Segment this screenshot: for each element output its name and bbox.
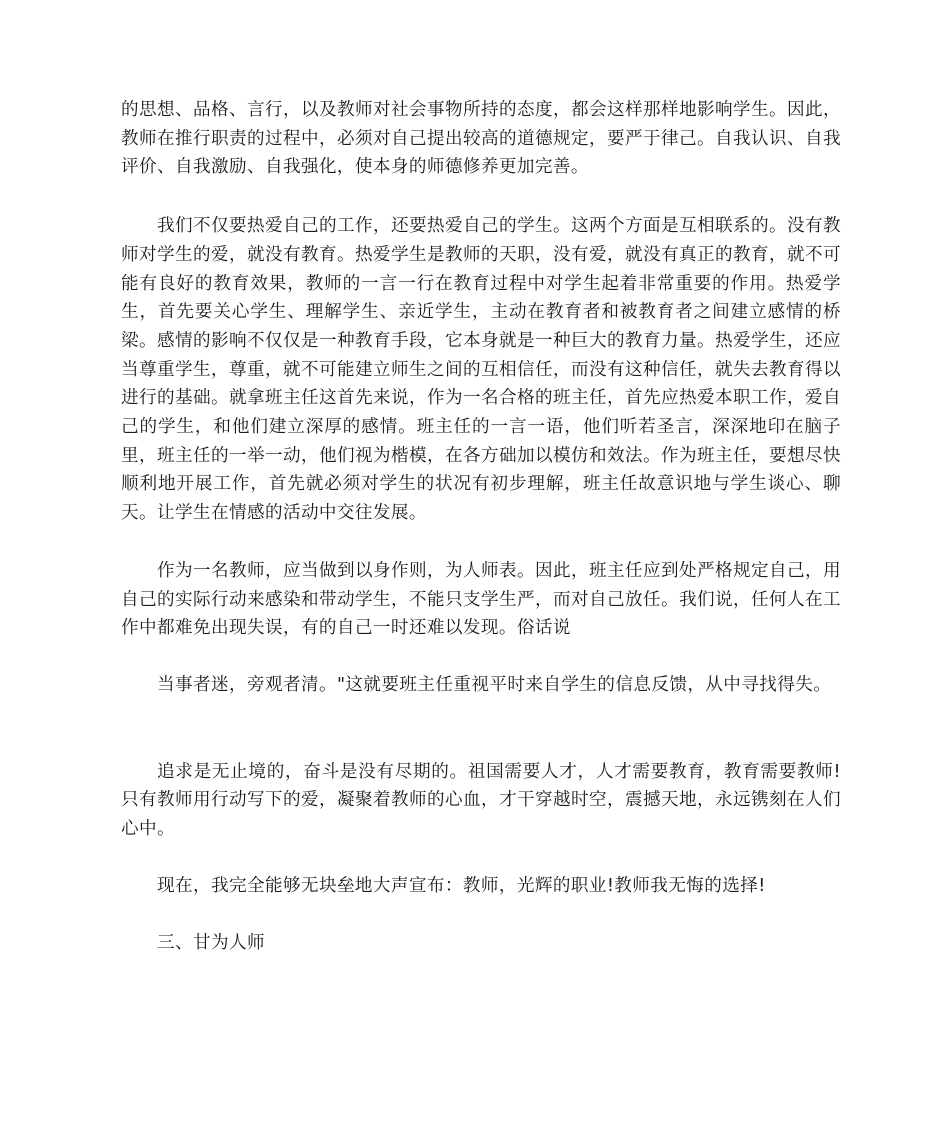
section-heading: 三、甘为人师 xyxy=(157,933,265,954)
paragraph-feedback: 当事者迷，旁观者清。"这就要班主任重视平时来自学生的信息反馈，从中寻找得失。 xyxy=(157,674,832,695)
document-page xyxy=(121,96,841,958)
paragraph-declaration: 现在，我完全能够无块垒地大声宣布：教师，光辉的职业!教师我无悔的选择! xyxy=(157,875,766,896)
paragraph-continued-ethics: 的思想、品格、言行，以及教师对社会事物所持的态度，都会这样那样地影响学生。因此，教师在推行职责的过程中，必须对自己提出较高的道德规定，要严于律己。自我认识、自我评价、自我激励、自我强化，使本身的师德修养更加完善。 xyxy=(121,100,841,178)
paragraph-lead-by-example: 作为一名教师，应当做到以身作则，为人师表。因此，班主任应到处严格规定自己，用自己的实际行动来感染和带动学生，不能只支学生严，而对自己放任。我们说，任何人在工作中都难免出现失误，有的自己一时还难以发现。俗话说 xyxy=(121,560,841,639)
paragraph-love-students: 我们不仅要热爱自己的工作，还要热爱自己的学生。这两个方面是互相联系的。没有教师对学生的爱，就没有教育。热爱学生是教师的天职，没有爱，就没有真正的教育，就不可能有良好的教育效果，教师的一言一行在教育过程中对学生起着非常重要的作用。热爱学生，首先要关心学生、理解学生、亲近学生，主动在教育者和被教育者之间建立感情的桥梁。感情的影响不仅仅是一种教育手段，它本身就是一种巨大的教育力量。热爱学生，还应当尊重学生，尊重，就不可能建立师生之间的互相信任，而没有这种信任，就失去教育得以进行的基础。就拿班主任这首先来说，作为一名合格的班主任，首先应热爱本职工作，爱自己的学生，和他们建立深厚的感情。班主任的一言一语，他们听若圣言，深深地印在脑子里，班主任的一举一动，他们视为楷模，在各方础加以模仿和效法。作为班主任，要想尽快顺利地开展工作，首先就必须对学生的状况有初步理解，班主任故意识地与学生谈心、聊天。让学生在情感的活动中交往发展。 xyxy=(121,216,841,524)
paragraph-pursuit: 追求是无止境的，奋斗是没有尽期的。祖国需要人才，人才需要教育，教育需要教师!只有教师用行动写下的爱，凝聚着教师的心血，才干穿越时空，震撼天地，永远镌刻在人们心中。 xyxy=(121,761,841,840)
